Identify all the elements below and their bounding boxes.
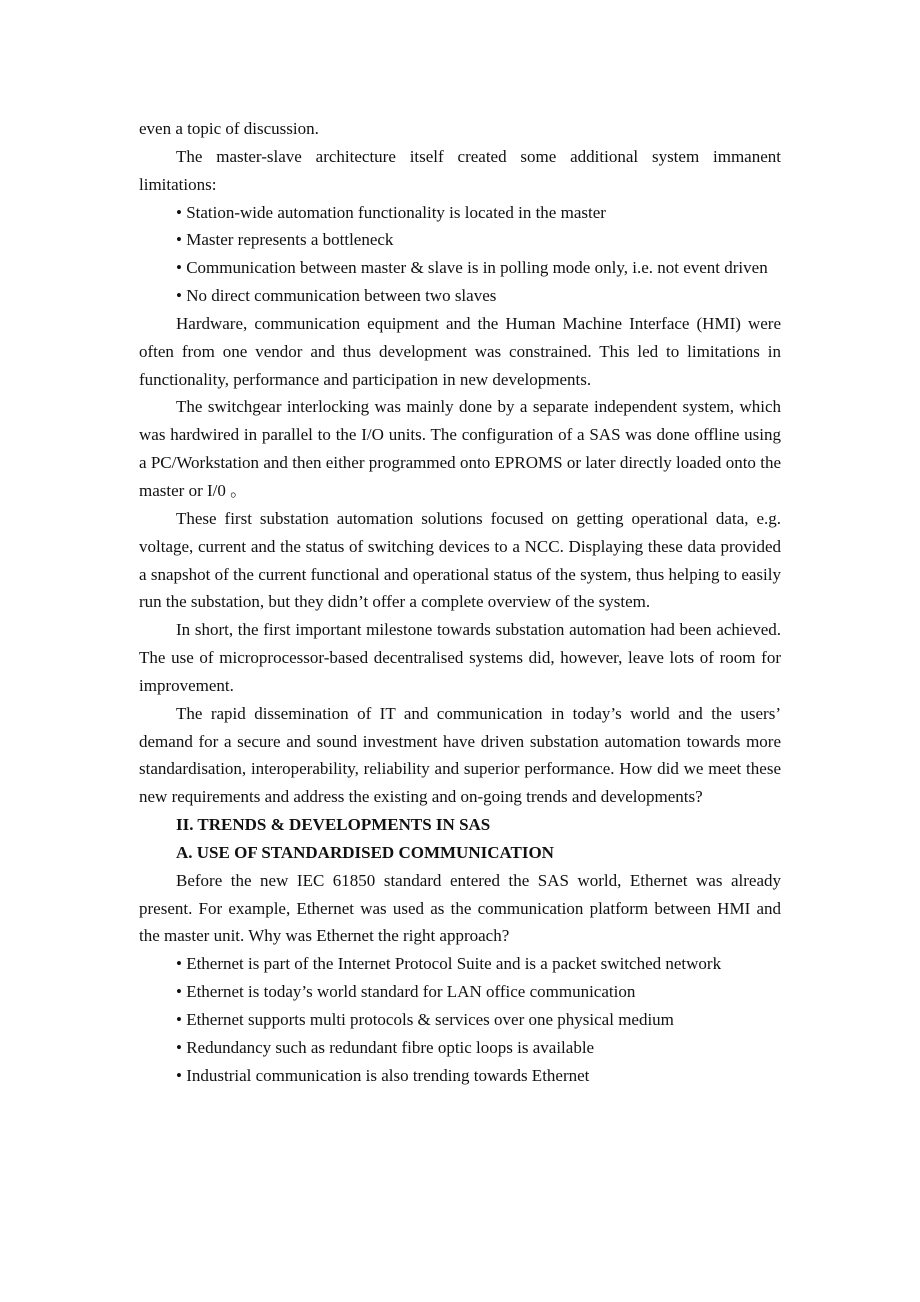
- bullet-item: • No direct communication between two slaves: [176, 286, 497, 306]
- paragraph-interlocking: The switchgear interlocking was mainly done by a separate independent system, which was hardwired in parallel to the I/O units. The configuration of a SAS was done offline using a PC/Workstation and then either programmed onto EPROMS or later directly loaded onto the master or I/0 。: [139, 397, 781, 500]
- paragraph-hardware: Hardware, communication equipment and the Human Machine Interface (HMI) were often from one vendor and thus development was constrained. This led to limitations in functionality, performance and participation in new developments.: [139, 313, 781, 389]
- bullet-item: • Ethernet is part of the Internet Protocol Suite and is a packet switched network: [176, 954, 722, 974]
- document-page: [139, 115, 781, 1090]
- bullet-item: • Master represents a bottleneck: [176, 230, 394, 250]
- paragraph-continuation: even a topic of discussion.: [139, 119, 319, 138]
- bullet-item: • Station-wide automation functionality is located in the master: [176, 202, 606, 222]
- paragraph-dissemination: The rapid dissemination of IT and communication in today’s world and the users’ demand for a secure and sound investment have driven substation automation towards more standardisation, interoperability, reliability and superior performance. How did we meet these new requirements and address the existing and on-going trends and developments?: [139, 703, 781, 807]
- subsection-heading: A. USE OF STANDARDISED COMMUNICATION: [176, 842, 554, 862]
- bullet-item: • Ethernet is today’s world standard for LAN office communication: [176, 982, 636, 1002]
- section-heading: II. TRENDS & DEVELOPMENTS IN SAS: [176, 815, 491, 835]
- paragraph-milestone: In short, the first important milestone towards substation automation had been achieved. The use of microprocessor-based decentralised systems did, however, leave lots of room for improvement.: [139, 620, 781, 695]
- paragraph-limitations-intro: The master-slave architecture itself created some additional system immanent limitations:: [139, 146, 781, 194]
- bullet-item: • Redundancy such as redundant fibre optic loops is available: [176, 1037, 595, 1057]
- paragraph-first-solutions: These first substation automation solutions focused on getting operational data, e.g. voltage, current and the status of switching devices to a NCC. Displaying these data provided a snapshot of the current functional and operational status of the system, thus helping to easily run the substation, but they didn’t offer a complete overview of the system.: [139, 508, 781, 612]
- bullet-item: • Ethernet supports multi protocols & services over one physical medium: [176, 1010, 674, 1029]
- paragraph-ethernet-intro: Before the new IEC 61850 standard entered the SAS world, Ethernet was already present. For example, Ethernet was used as the communication platform between HMI and the master unit. Why was Ethernet the right approach?: [139, 870, 781, 946]
- bullet-item: • Communication between master & slave is in polling mode only, i.e. not event driven: [176, 258, 768, 278]
- bullet-item: • Industrial communication is also trending towards Ethernet: [176, 1065, 590, 1085]
